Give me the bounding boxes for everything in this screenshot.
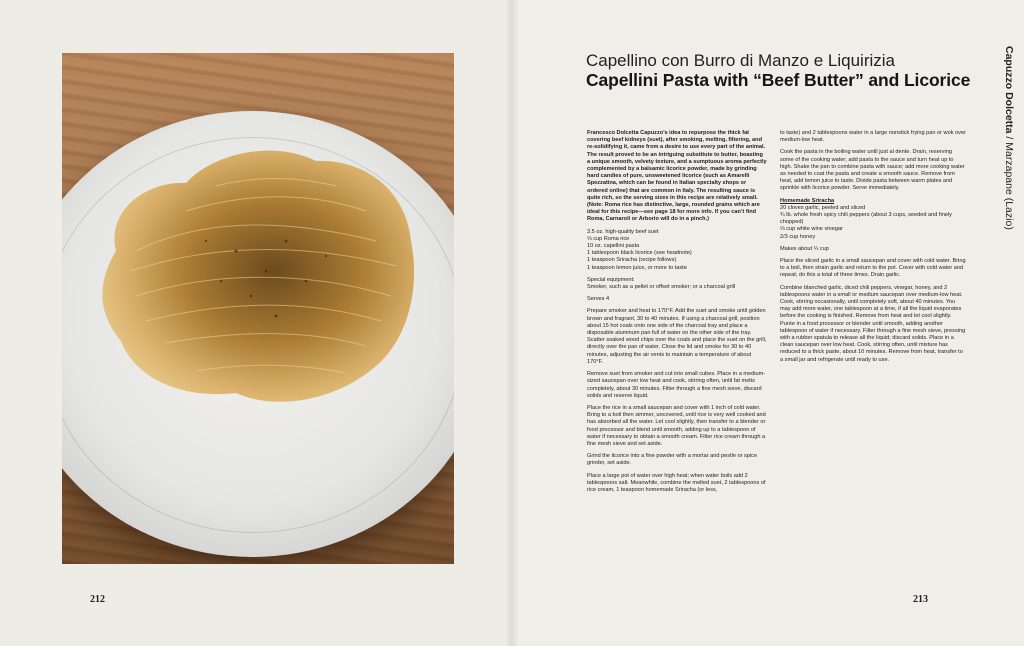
recipe-title-english: Capellini Pasta with “Beef Butter” and Licorice: [586, 70, 971, 90]
pasta-illustration: [76, 131, 426, 416]
sriracha-heading: Homemade Sriracha: [780, 197, 835, 204]
book-gutter: [505, 0, 519, 646]
method-step: Place a large pot of water over high heat; when water boils add 2 tablespoons salt. Meanwhile, combine the melted suet, 2 tablespoons of rice cream, 1 teaspoon homemade Sriracha (or less,: [587, 472, 766, 493]
method-step: Prepare smoker and heat to 170°F. Add the suet and smoke until golden brown and fragrant, 30 to 40 minutes. If using a charcoal grill, position about 15 hot coals onto one side of the charcoal tray and place a disposable aluminum pan full of water on the other side of the tray. Scatter soaked wood chips over the coals and place the suet on the grill, directly over the pan of water. Close the lid and smoke for 30 to 40 minutes, adjusting the air vents to maintain a temperature of about 170°F.: [587, 308, 767, 365]
method-step: Cook the pasta in the boiling water until just al dente. Drain, reserving some of the cooking water; add pasta to the sauce and turn heat up to high. Shake the pan to combine pasta with sauce; add more cooking water as needed to coat the pasta and create a smooth sauce. Remove from heat, add lemon juice to taste. Divide pasta between warm plates and sprinkle with licorice powder. Serve immediately.: [780, 149, 965, 192]
ingredient: 20 cloves garlic, peeled and sliced: [780, 204, 866, 211]
text-column-1: [587, 130, 767, 499]
method-step: Remove suet from smoker and cut into small cubes. Place in a medium-sized saucepan over low heat and cook, stirring often, until fat melts completely, about 30 minutes. Filter through a fine mesh sieve, discard solids and reserve liquid.: [587, 371, 766, 399]
equipment-label: Special equipment:: [587, 276, 635, 283]
equipment-text: Smoker, such as a pellet or offset smoker; or a charcoal grill: [587, 284, 736, 291]
method-step: to taste) and 2 tablespoons water in a large nonstick frying pan or wok over medium-low heat.: [780, 130, 966, 144]
method-step: Place the sliced garlic in a small saucepan and cover with cold water. Bring to a boil, then strain garlic and return to the pot. Cover with cold water and repeat; do this a total of three times. Drain garlic.: [780, 258, 966, 279]
ingredient: 1 teaspoon Sriracha (recipe follows): [587, 257, 677, 264]
running-head: [1001, 46, 1015, 346]
ingredient-list: [587, 229, 767, 272]
pasta-photo: [62, 53, 454, 564]
running-head-restaurant: / Marzapane (Lazio): [1003, 133, 1015, 230]
method-step: Combine blanched garlic, diced chili peppers, vinegar, honey, and 2 tablespoons water in a small or medium saucepan over medium-low heat. Cook, stirring occasionally, until completely soft, about 40 minutes. You may add more water, one tablespoon at a time, if all the liquid evaporates before the cooking is finished. Remove from heat and let cool slightly. Purée in a food processor or blender until smooth, adding another tablespoon of water if necessary. Filter through a fine mesh sieve, pressing with a rubber spatula to release all the liquid; discard solids. Place in a clean saucepan over low heat. Cook, stirring often, until mixture has reduced to a thick paste, about 10 minutes. Remove from heat, transfer to a small jar and refrigerate until ready to use.: [780, 284, 966, 363]
ingredient: 2/3 cup honey: [780, 233, 816, 240]
sriracha-yield: Makes about ¼ cup: [780, 245, 829, 252]
method-step: Place the rice in a small saucepan and cover with 1 inch of cold water. Bring to a boil then simmer, uncovered, until rice is very well cooked and has absorbed all the water. Let cool slightly, then transfer to a blender or food processor and blend until smooth, adding up to a tablespoon of water if necessary to obtain a smooth cream. Filter rice cream through a fine mesh sieve and set aside.: [587, 404, 766, 447]
ingredient: 1 teaspoon lemon juice, or more to taste: [587, 264, 687, 271]
equipment: [587, 277, 767, 291]
page-number-left: 212: [90, 594, 105, 605]
method-step: Grind the licorice into a fine powder with a mortar and pestle or spice grinder, set aside.: [587, 453, 758, 467]
page-number-right: 213: [913, 594, 928, 605]
running-head-chef: Capuzzo Dolcetta: [1003, 46, 1015, 134]
text-column-2: [780, 130, 966, 369]
sriracha-ingredient-list: [780, 205, 966, 241]
ingredient: ¾ lb. whole fresh spicy chili peppers (about 3 cups, seeded and finely chopped): [780, 212, 952, 226]
ingredient: ⅓ cup white wine vinegar: [780, 226, 843, 233]
recipe-title-italian: Capellino con Burro di Manzo e Liquirizia: [586, 51, 895, 70]
ingredient: 1 tablespoon black licorice (see headnote): [587, 250, 692, 257]
headnote: Francesco Dolcetta Capuzzo’s idea to repurpose the thick fat covering beef kidneys (suet), after smoking, melting, filtering, and re-solidifying it, came from a desire to use every part of the animal. The result proved to be an intriguing substitute to butter, boasting a unique smooth, velvety texture, and a sumptuous aroma perfectly complemented by a balsamic licorice powder, made by grinding hard candies of pure, unsweetened licorice (such as Amarelli Spezzatina, which can be found in Italian specialty shops or ordered online) that are common in Italy. The resulting sauce is quite rich, so the serving sizes in this recipe are relatively small. (Note: Roma rice has distinctive, large, rounded grains which are ideal for this recipe—see page 18 for more info. If you can’t find Roma, Carnaroli or Arborio will do in a pinch.): [587, 130, 767, 223]
ingredient: 10 oz. capellini pasta: [587, 243, 640, 250]
serves: Serves 4: [587, 296, 610, 303]
ingredient: 3.5 oz. high-quality beef suet: [587, 228, 659, 235]
ingredient: ⅓ cup Roma rice: [587, 235, 630, 242]
